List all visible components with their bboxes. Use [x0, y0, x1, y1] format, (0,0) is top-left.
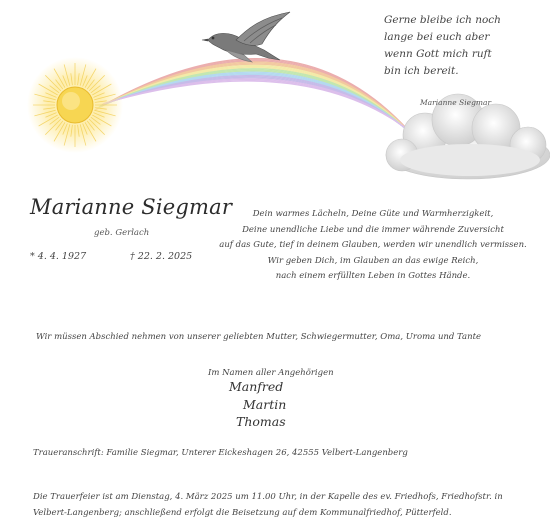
funeral-service-info [33, 490, 533, 521]
service-line: Velbert-Langenberg; anschließend erfolgt die Beisetzung auf dem Kommunalfriedhof, Pütterfeld. [33, 507, 452, 518]
relative-name: Thomas [236, 414, 286, 429]
on-behalf-text: Im Namen aller Angehörigen [208, 368, 334, 378]
birth-date: * 4. 4. 1927 [30, 251, 87, 262]
relative-name: Martin [243, 397, 287, 412]
maiden-name: geb. Gerlach [94, 228, 150, 238]
deceased-name: Marianne Siegmar [30, 195, 233, 219]
poem-line: bin ich bereit. [384, 65, 459, 77]
relative-name: Manfred [229, 379, 284, 394]
sun-icon [27, 57, 123, 153]
bird-icon [202, 12, 290, 62]
tribute-line: Dein warmes Lächeln, Deine Güte und Warmherzigkeit, [252, 209, 494, 219]
poem-line: lange bei euch aber [384, 31, 490, 43]
poem-line: Gerne bleibe ich noch [384, 14, 501, 26]
service-line: Die Trauerfeier ist am Dienstag, 4. März 2025 um 11.00 Uhr, in der Kapelle des ev. Friedhofs, Friedhofstr. in [33, 492, 503, 502]
tribute-line: Deine unendliche Liebe und die immer währende Zuversicht [242, 224, 504, 235]
poem [384, 12, 544, 80]
tribute-line: Wir geben Dich, im Glauben an das ewige Reich, [267, 255, 479, 266]
tribute-text [208, 207, 538, 285]
mourning-address: Traueranschrift: Familie Siegmar, Unterer Eickeshagen 26, 42555 Velbert-Langenberg [33, 448, 408, 458]
farewell-text: Wir müssen Abschied nehmen von unserer geliebten Mutter, Schwiegermutter, Oma, Uroma und Tante [36, 332, 482, 342]
death-date: † 22. 2. 2025 [130, 251, 193, 262]
poem-author: Marianne Siegmar [420, 98, 492, 107]
tribute-line: nach einem erfüllten Leben in Gottes Hände. [275, 271, 471, 281]
rainbow-icon [95, 59, 425, 150]
poem-line: wenn Gott mich ruft [384, 48, 492, 60]
tribute-line: auf das Gute, tief in deinem Glauben, werden wir unendlich vermissen. [219, 240, 527, 250]
